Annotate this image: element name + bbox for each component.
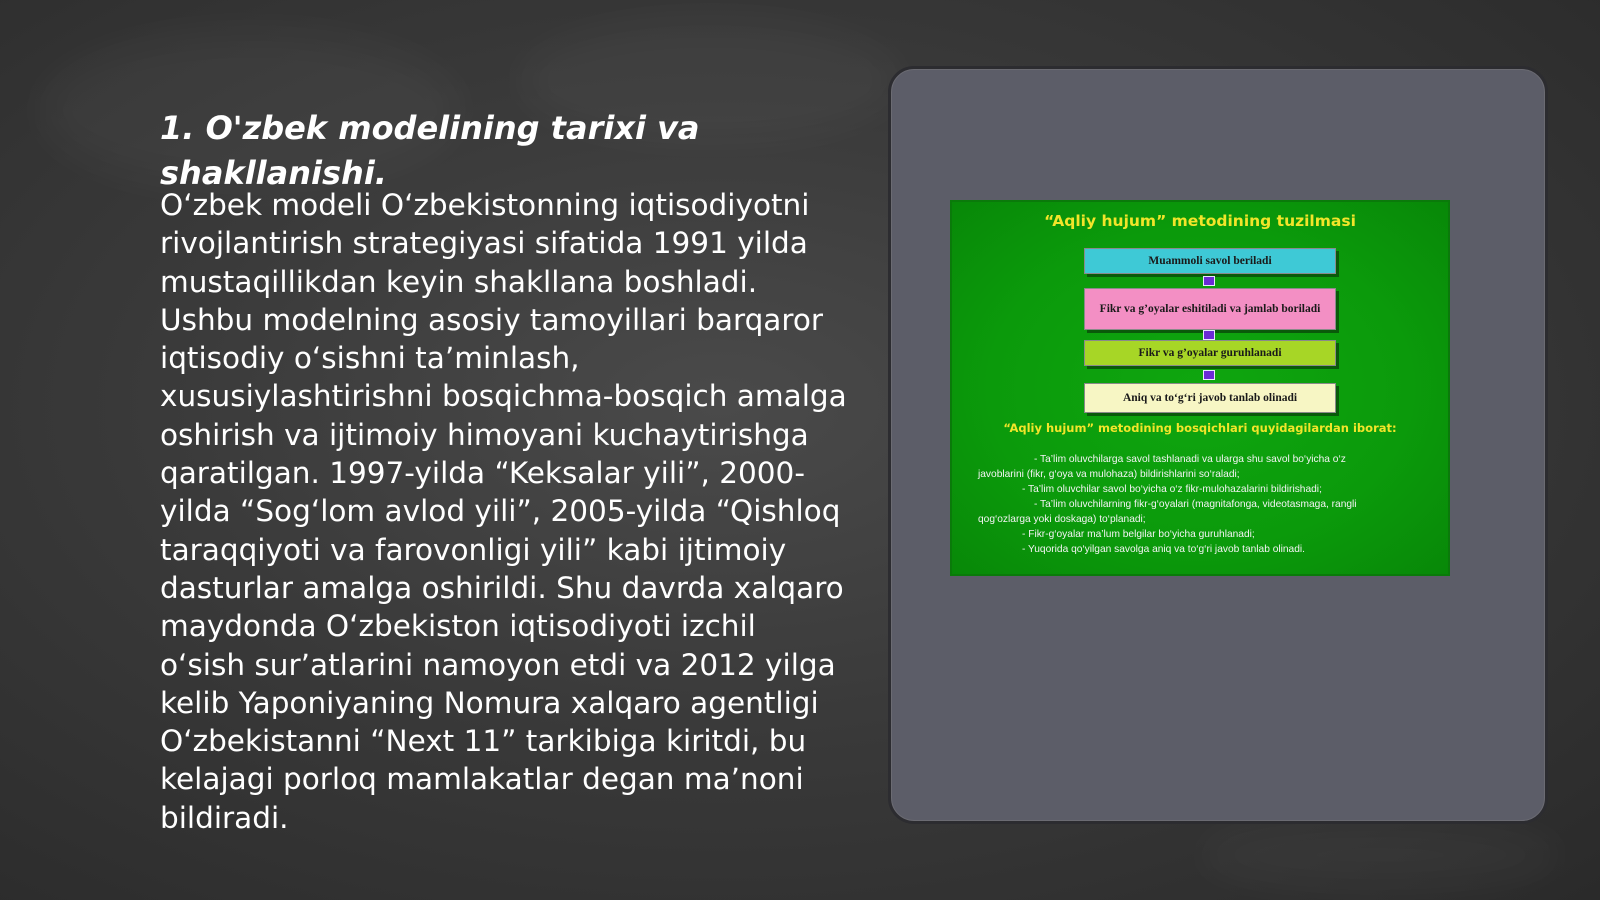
flow-step-4: Aniq va to‘g‘ri javob tanlab olinadi <box>1084 383 1336 413</box>
flow-step-2: Fikr va g’oyalar eshitiladi va jamlab boriladi <box>1084 288 1336 330</box>
brainstorm-diagram-image <box>950 200 1450 576</box>
down-arrow-icon <box>1203 370 1215 380</box>
chalk-smudge <box>1200 820 1560 890</box>
list-item: qog‘ozlarga yoki doskaga) to‘planadi; <box>978 514 1146 525</box>
list-item: - Fikr-g‘oyalar ma’lum belgilar bo‘yicha guruhlanadi; <box>1022 529 1255 540</box>
slide-body-text: O‘zbek modeli O‘zbekistonning iqtisodiyotni rivojlantirish strategiyasi sifatida 1991 yilda mustaqillikdan keyin shakllana boshladi. Ushbu modelning asosiy tamoyillari barqaror iqtisodiy o‘sishni ta’minlash, xususiylashtirishni bosqichma-bosqich amalga oshirish va ijtimoiy himoyani kuchaytirishga qaratilgan. 1997-yilda “Keksalar yili”, 2000-yilda “Sog‘lom avlod yili”, 2005-yilda “Qishloq taraqqiyoti va farovonligi yili” kabi ijtimoiy dasturlar amalga oshirildi. Shu davrda xalqaro maydonda O‘zbekiston iqtisodiyoti izchil o‘sish sur’atlarini namoyon etdi va 2012 yilga kelib Yaponiyaning Nomura xalqaro agentligi O‘zbekistanni “Next 11” tarkibiga kiritdi, bu kelajagi porloq mamlakatlar degan ma’noni bildiradi. <box>160 188 847 835</box>
list-item: - Ta’lim oluvchilarning fikr-g‘oyalari (magnitafonga, videotasmaga, rangli <box>1034 499 1357 510</box>
diagram-title: “Aqliy hujum” metodining tuzilmasi <box>1044 212 1356 230</box>
down-arrow-icon <box>1203 276 1215 286</box>
list-item: - Yuqorida qo‘yilgan savolga aniq va to‘g‘ri javob tanlab olinadi. <box>1022 544 1305 555</box>
list-item: - Ta’lim oluvchilar savol bo‘yicha o‘z fikr-mulohazalarini bildirishadi; <box>1022 484 1322 495</box>
flow-step-3: Fikr va g’oyalar guruhlanadi <box>1084 340 1336 366</box>
flow-step-1: Muammoli savol beriladi <box>1084 248 1336 274</box>
down-arrow-icon <box>1203 330 1215 340</box>
list-item: - Ta’lim oluvchilarga savol tashlanadi va ularga shu savol bo‘yicha o‘z <box>1034 454 1346 465</box>
slide-title: 1. O'zbek modelining tarixi va shakllanishi. <box>160 109 700 192</box>
diagram-subtitle: “Aqliy hujum” metodining bosqichlari quyidagilardan iborat: <box>1003 421 1397 435</box>
list-item: javoblarini (fikr, g‘oya va mulohaza) bildirishlarini so‘raladi; <box>978 469 1240 480</box>
diagram-steps-list <box>978 452 1438 557</box>
